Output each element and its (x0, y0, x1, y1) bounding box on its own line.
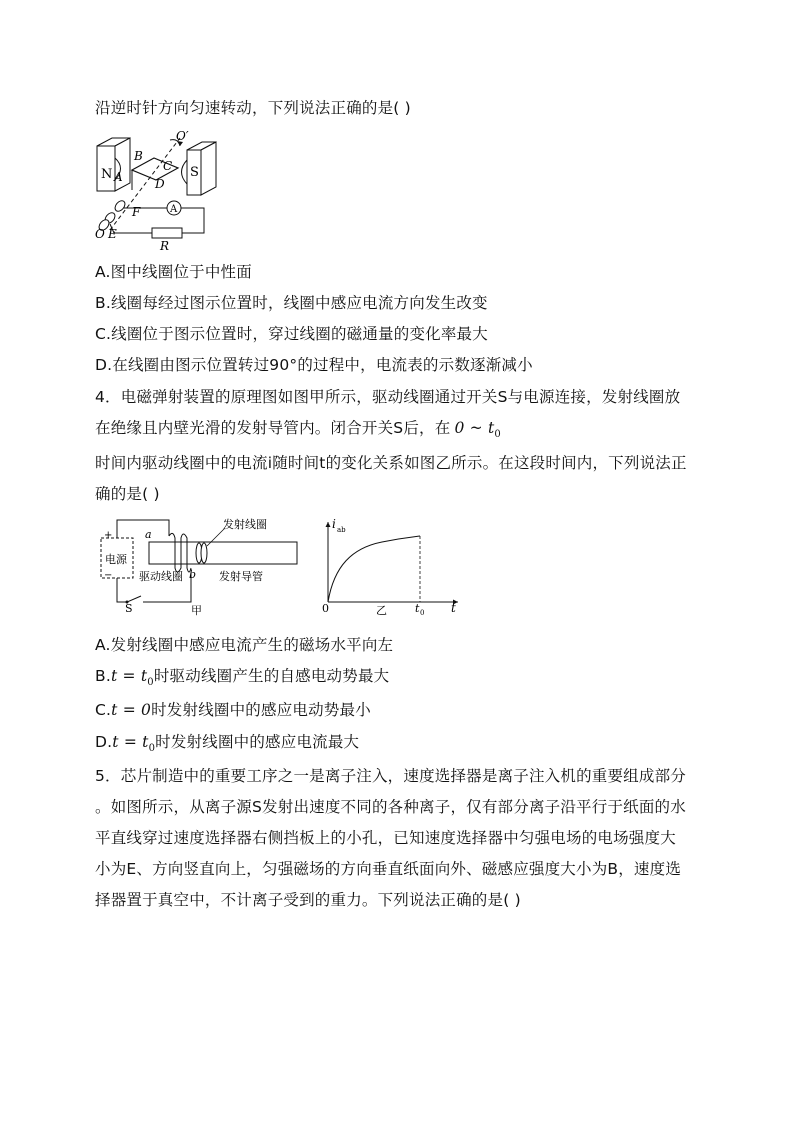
q4-figure-jia (95, 516, 300, 616)
q5-stem-line4: 小为E、方向竖直向上，匀强磁场的方向垂直纸面向外、磁感应强度大小为B，速度选 (95, 860, 682, 878)
q4-option-c-prefix: C. (95, 701, 112, 719)
figure-jia-caption: 甲 (191, 604, 202, 616)
origin-label: 0 (322, 602, 329, 615)
q5-stem-line1: 5．芯片制造中的重要工序之一是离子注入，速度选择器是离子注入机的重要组成部分 (95, 767, 686, 785)
q4-option-c-math: t = 0 (111, 701, 152, 719)
label-r: R (160, 239, 170, 253)
switch-label: S (125, 602, 133, 615)
q3-generator-figure (92, 128, 222, 253)
label-o: O (95, 227, 105, 241)
label-s: S (190, 165, 199, 180)
q4-option-d-sub: 0 (148, 743, 156, 755)
q4-time-range: 0 ~ t (454, 419, 495, 437)
terminal-a: a (145, 528, 152, 541)
q4-option-b (95, 666, 389, 693)
q3-option-b: B.线圈每经过图示位置时，线圈中感应电流方向发生改变 (95, 294, 488, 312)
q4-option-d-text: 时发射线圈中的感应电流最大 (155, 733, 360, 751)
q4-option-d-prefix: D. (95, 733, 113, 751)
minus-label: − (104, 570, 113, 581)
tube-label: 发射导管 (219, 570, 263, 583)
q4-option-c (95, 700, 371, 720)
q4-option-b-text: 时驱动线圈产生的自感电动势最大 (153, 667, 390, 685)
label-c: C (163, 159, 173, 173)
q3-option-d: D.在线圈由图示位置转过90°的过程中，电流表的示数逐渐减小 (95, 356, 533, 374)
q4-stem-line1: 4．电磁弹射装置的原理图如图甲所示，驱动线圈通过开关S与电源连接，发射线圈放 (95, 388, 681, 406)
q4-time-range-sub: 0 (494, 429, 501, 441)
launch-coil-label: 发射线圈 (223, 518, 267, 531)
t0-label: t (415, 602, 420, 615)
power-label: 电源 (105, 553, 127, 566)
plus-label: + (104, 530, 113, 541)
q4-stem-line4: 确的是( ) (95, 485, 160, 503)
q3-option-a: A.图中线圈位于中性面 (95, 263, 252, 281)
q4-stem-line2 (95, 418, 501, 445)
q4-option-b-sub: 0 (147, 677, 154, 689)
q4-option-d (95, 732, 359, 759)
q4-option-d-math: t = t (112, 733, 149, 751)
y-axis-label: i (332, 517, 336, 531)
terminal-b: b (189, 568, 197, 581)
q4-option-b-prefix: B. (95, 667, 111, 685)
q4-stem-line2-text: 在绝缘且内壁光滑的发射导管内。闭合开关S后，在 (95, 419, 451, 437)
y-axis-sub: ab (337, 526, 346, 534)
q4-option-c-text: 时发射线圈中的感应电动势最小 (151, 701, 371, 719)
q3-option-c: C.线圈位于图示位置时，穿过线圈的磁通量的变化率最大 (95, 325, 488, 343)
q4-option-b-math: t = t (110, 667, 148, 685)
label-f: F (132, 205, 141, 219)
q3-stem: 沿逆时针方向匀速转动，下列说法正确的是( ) (95, 99, 411, 117)
q4-option-a: A.发射线圈中感应电流产生的磁场水平向左 (95, 636, 394, 654)
x-axis-label: t (451, 601, 456, 615)
label-d: D (155, 177, 165, 191)
q5-stem-line5: 择器置于真空中，不计离子受到的重力。下列说法正确的是( ) (95, 891, 521, 909)
label-b: B (134, 149, 143, 163)
ammeter-label: A (170, 204, 178, 215)
label-e: E (108, 227, 117, 241)
t0-sub: 0 (420, 609, 425, 616)
drive-coil-label: 驱动线圈 (139, 570, 183, 583)
q4-figure-yi (312, 516, 462, 616)
label-o-prime: O′ (176, 129, 189, 143)
q5-stem-line3: 平直线穿过速度选择器右侧挡板上的小孔，已知速度选择器中匀强电场的电场强度大 (95, 829, 676, 847)
figure-yi-caption: 乙 (376, 604, 387, 616)
label-n: N (101, 167, 113, 182)
label-a: A (114, 170, 123, 184)
q5-stem-line2: 。如图所示，从离子源S发射出速度不同的各种离子，仅有部分离子沿平行于纸面的水 (95, 798, 686, 816)
q4-stem-line3: 时间内驱动线圈中的电流i随时间t的变化关系如图乙所示。在这段时间内，下列说法正 (95, 454, 687, 472)
